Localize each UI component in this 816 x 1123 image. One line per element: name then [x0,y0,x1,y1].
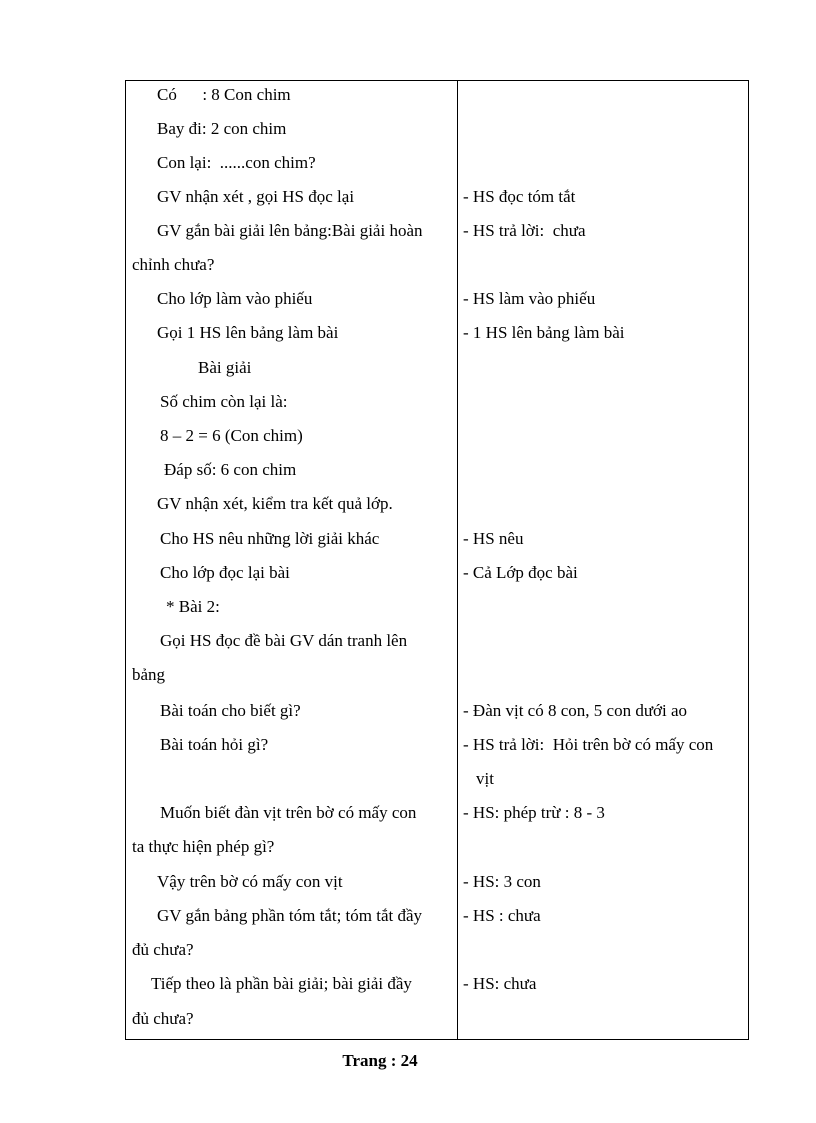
left-line-25: đủ chưa? [132,940,194,959]
left-line-8: Gọi 1 HS lên bảng làm bài [157,323,339,342]
right-line-9: vịt [476,769,494,788]
left-line-4: GV nhận xét , gọi HS đọc lại [157,187,355,206]
left-line-11: 8 – 2 = 6 (Con chim) [160,426,303,445]
right-line-2: - HS trả lời: chưa [463,221,586,240]
left-line-22: ta thực hiện phép gì? [132,837,275,856]
right-line-5: - HS nêu [463,529,524,548]
left-line-18: bảng [132,665,166,684]
left-line-12: Đáp số: 6 con chim [164,460,297,479]
left-line-15: Cho lớp đọc lại bài [160,563,290,582]
left-line-23: Vậy trên bờ có mấy con vịt [157,872,343,891]
left-line-7: Cho lớp làm vào phiếu [157,289,313,308]
right-line-11: - HS: 3 con [463,872,541,891]
right-line-13: - HS: chưa [463,974,537,993]
left-line-1: Có : 8 Con chim [157,85,291,104]
right-line-4: - 1 HS lên bảng làm bài [463,323,625,342]
left-line-21: Muốn biết đàn vịt trên bờ có mấy con [160,803,417,822]
right-line-6: - Cả Lớp đọc bài [463,563,578,582]
right-line-8: - HS trả lời: Hỏi trên bờ có mấy con [463,735,714,754]
left-line-3: Con lại: ......con chim? [157,153,316,172]
right-line-10: - HS: phép trừ : 8 - 3 [463,803,605,822]
left-line-2: Bay đi: 2 con chim [157,119,287,138]
left-line-5: GV gắn bài giải lên bảng:Bài giải hoàn [157,221,423,240]
left-line-24: GV gắn bảng phần tóm tắt; tóm tắt đầy [157,906,423,925]
left-line-20: Bài toán hỏi gì? [160,735,269,754]
left-line-9: Bài giải [198,358,252,377]
right-line-3: - HS làm vào phiếu [463,289,596,308]
right-line-12: - HS : chưa [463,906,541,925]
page-number: Trang : 24 [342,1051,418,1070]
left-line-17: Gọi HS đọc đề bài GV dán tranh lên [160,631,408,650]
left-line-16: * Bài 2: [166,597,220,616]
right-line-1: - HS đọc tóm tắt [463,187,576,206]
left-line-6: chỉnh chưa? [132,255,215,274]
column-divider [457,81,458,1039]
left-line-27: đủ chưa? [132,1009,194,1028]
right-line-7: - Đàn vịt có 8 con, 5 con dưới ao [463,701,688,720]
left-line-13: GV nhận xét, kiểm tra kết quả lớp. [157,494,393,513]
left-line-26: Tiếp theo là phần bài giải; bài giải đầy [151,974,412,993]
lesson-table [125,80,749,1040]
left-line-10: Số chim còn lại là: [160,392,288,411]
left-line-19: Bài toán cho biết gì? [160,701,301,720]
left-line-14: Cho HS nêu những lời giải khác [160,529,380,548]
